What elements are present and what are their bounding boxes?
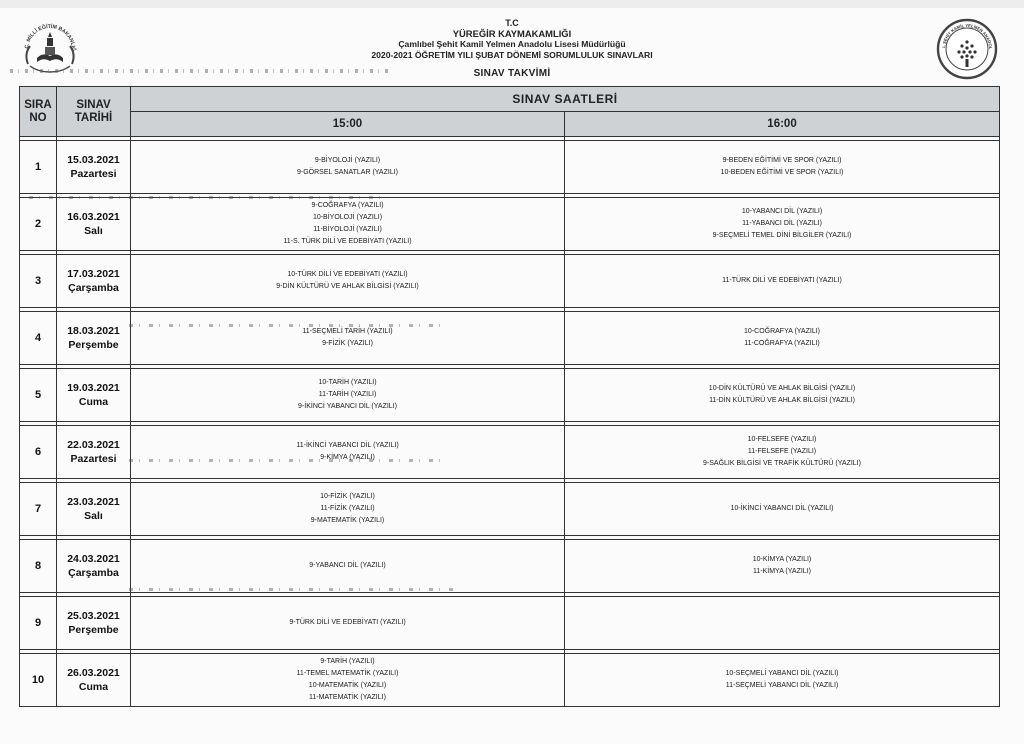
exam-entry: 10-FELSEFE (YAZILI) xyxy=(747,436,817,444)
table-row xyxy=(20,540,1000,593)
row-number: 10 xyxy=(20,654,57,707)
exam-entry: 11-S. TÜRK DİLİ VE EDEBİYATI (YAZILI) xyxy=(283,237,412,245)
schedule-body xyxy=(20,137,1000,707)
scan-artifact xyxy=(129,324,449,327)
exams-1500 xyxy=(131,369,565,422)
exam-entry: 10-FİZİK (YAZILI) xyxy=(320,493,375,501)
scan-artifact xyxy=(29,196,389,199)
exam-entry: 10-SEÇMELİ YABANCI DİL (YAZILI) xyxy=(725,670,839,678)
row-date-cell xyxy=(57,597,131,650)
header-exam-title: 2020-2021 ÖĞRETİM YILI ŞUBAT DÖNEMİ SORUMLULUK SINAVLARI xyxy=(371,49,653,60)
table-row xyxy=(20,426,1000,479)
exams-1600 xyxy=(565,483,1000,536)
row-date: 26.03.2021 xyxy=(67,667,120,679)
exam-entry: 10-BEDEN EĞİTİMİ VE SPOR (YAZILI) xyxy=(720,169,844,176)
ministry-logo-text: .C. MİLLÎ EĞİTİM BAKANLIĞ xyxy=(23,23,77,52)
exam-entry: 11-SEÇMELİ YABANCI DİL (YAZILI) xyxy=(725,682,839,689)
exams-1600 xyxy=(565,255,1000,308)
exams-1500 xyxy=(131,312,565,365)
row-day: Pazartesi xyxy=(70,168,117,180)
exam-entry: 11-TÜRK DİLİ VE EDEBİYATI (YAZILI) xyxy=(722,277,842,285)
row-date-cell xyxy=(57,654,131,707)
scan-top-edge xyxy=(0,0,1024,8)
exams-1600 xyxy=(565,369,1000,422)
row-number: 2 xyxy=(20,198,57,251)
row-day: Perşembe xyxy=(68,624,119,636)
exam-entry: 9-COĞRAFYA (YAZILI) xyxy=(311,202,384,210)
exam-entry: 9-BİYOLOJİ (YAZILI) xyxy=(314,157,381,165)
exams-1500 xyxy=(131,483,565,536)
scan-artifact xyxy=(129,459,449,462)
exams-1500 xyxy=(131,198,565,251)
row-day: Salı xyxy=(84,510,103,522)
exam-entry: 11-SEÇMELİ TARİH (YAZILI) xyxy=(302,328,393,336)
exam-schedule xyxy=(19,86,999,701)
table-row xyxy=(20,597,1000,650)
row-date-cell xyxy=(57,540,131,593)
exam-entry: 11-KİMYA (YAZILI) xyxy=(753,568,811,575)
table-row xyxy=(20,198,1000,251)
row-date: 22.03.2021 xyxy=(67,439,120,451)
row-date: 16.03.2021 xyxy=(67,211,120,223)
row-date: 18.03.2021 xyxy=(67,325,120,337)
exams-1600 xyxy=(565,312,1000,365)
exam-entry: 9-TÜRK DİLİ VE EDEBİYATI (YAZILI) xyxy=(289,619,406,627)
exam-entry: 10-COĞRAFYA (YAZILI) xyxy=(744,328,820,336)
exam-entry: 11-FELSEFE (YAZILI) xyxy=(747,448,817,456)
row-date-cell xyxy=(57,369,131,422)
exam-entry: 9-İKİNCİ YABANCI DİL (YAZILI) xyxy=(298,402,397,410)
header-time-1600: 16:00 xyxy=(565,112,1000,137)
row-day: Salı xyxy=(84,225,103,237)
row-number: 1 xyxy=(20,141,57,194)
document-header xyxy=(0,18,1024,60)
header-sira-l2: NO xyxy=(29,111,47,124)
scan-artifact xyxy=(129,588,459,591)
school-logo-text: L ŞEHİT KAMİL YELMEN ANADOL xyxy=(941,22,994,50)
exam-entry: 10-TARİH (YAZILI) xyxy=(318,379,377,387)
exam-entry: 11-YABANCI DİL (YAZILI) xyxy=(742,220,822,228)
exam-entry: 11-DİN KÜLTÜRÜ VE AHLAK BİLGİSİ (YAZILI) xyxy=(709,397,855,404)
header-sira-l1: SIRA xyxy=(24,98,52,111)
row-day: Perşembe xyxy=(68,339,119,351)
exam-entry: 11-İKİNCİ YABANCI DİL (YAZILI) xyxy=(296,442,399,450)
exam-entry: 10-TÜRK DİLİ VE EDEBİYATI (YAZILI) xyxy=(287,271,408,279)
table-row xyxy=(20,483,1000,536)
header-time-1500: 15:00 xyxy=(131,112,565,137)
exam-schedule-table xyxy=(19,86,1000,707)
table-row xyxy=(20,654,1000,707)
exam-entry: 9-DİN KÜLTÜRÜ VE AHLAK BİLGİSİ (YAZILI) xyxy=(276,283,419,290)
exam-entry: 9-MATEMATİK (YAZILI) xyxy=(310,516,385,524)
row-date: 24.03.2021 xyxy=(67,553,120,565)
exam-entry: 10-İKİNCİ YABANCI DİL (YAZILI) xyxy=(730,505,834,513)
exams-1500 xyxy=(131,597,565,650)
exams-1500 xyxy=(131,141,565,194)
header-sira-no xyxy=(20,87,57,137)
exam-entry: 11-MATEMATİK (YAZILI) xyxy=(309,693,386,701)
exams-1600 xyxy=(565,198,1000,251)
exam-entry: 10-MATEMATİK (YAZILI) xyxy=(308,682,387,689)
row-number: 3 xyxy=(20,255,57,308)
header-tarih-l1: SINAV xyxy=(76,98,111,111)
row-number: 5 xyxy=(20,369,57,422)
table-row xyxy=(20,255,1000,308)
row-date-cell xyxy=(57,312,131,365)
exam-entry: 9-FİZİK (YAZILI) xyxy=(322,340,373,347)
exam-entry: 11-BİYOLOJİ (YAZILI) xyxy=(313,226,382,233)
row-date-cell xyxy=(57,255,131,308)
exams-1500 xyxy=(131,540,565,593)
row-date-cell xyxy=(57,141,131,194)
row-date-cell xyxy=(57,483,131,536)
row-day: Cuma xyxy=(78,681,109,693)
row-number: 6 xyxy=(20,426,57,479)
exam-entry: 9-YABANCI DİL (YAZILI) xyxy=(309,562,386,570)
exams-1500 xyxy=(131,654,565,707)
exam-entry: 11-TARİH (YAZILI) xyxy=(318,391,377,399)
row-number: 7 xyxy=(20,483,57,536)
row-day: Pazartesi xyxy=(70,453,117,465)
row-day: Cuma xyxy=(78,396,109,408)
exam-entry: 9-GÖRSEL SANATLAR (YAZILI) xyxy=(296,169,398,176)
page-subtitle: SINAV TAKVİMİ xyxy=(473,68,551,79)
row-number: 4 xyxy=(20,312,57,365)
row-date: 23.03.2021 xyxy=(67,496,120,508)
exams-1600 xyxy=(565,426,1000,479)
exam-entry: 10-BİYOLOJİ (YAZILI) xyxy=(312,214,383,222)
exam-entry: 9-TARİH (YAZILI) xyxy=(320,658,375,666)
row-date-cell xyxy=(57,426,131,479)
exam-entry: 10-YABANCI DİL (YAZILI) xyxy=(741,208,823,216)
row-day: Çarşamba xyxy=(68,282,119,294)
exam-entry: 11-FİZİK (YAZILI) xyxy=(320,505,375,513)
row-date-cell xyxy=(57,198,131,251)
table-row xyxy=(20,369,1000,422)
exams-1600 xyxy=(565,141,1000,194)
exam-entry: 9-SEÇMELİ TEMEL DİNİ BİLGİLER (YAZILI) xyxy=(712,231,852,239)
header-sinav-saatleri: SINAV SAATLERİ xyxy=(131,87,1000,112)
exams-1600 xyxy=(565,654,1000,707)
exam-entry: 10-KİMYA (YAZILI) xyxy=(752,556,812,564)
exams-1600 xyxy=(565,597,1000,650)
exam-entry: 11-TEMEL MATEMATİK (YAZILI) xyxy=(296,670,399,678)
row-date: 15.03.2021 xyxy=(67,154,120,166)
exam-entry: 9-BEDEN EĞİTİMİ VE SPOR (YAZILI) xyxy=(722,157,842,165)
header-district: YÜREĞİR KAYMAKAMLIĞI xyxy=(452,27,572,39)
row-date: 19.03.2021 xyxy=(67,382,120,394)
header-tc: T.C xyxy=(505,18,519,28)
exam-entry: 9-KİMYA (YAZILI) xyxy=(320,454,375,461)
header-tarih-l2: TARİHİ xyxy=(74,111,113,124)
exams-1500 xyxy=(131,255,565,308)
exam-entry: 9-SAĞLIK BİLGİSİ VE TRAFİK KÜLTÜRÜ (YAZILI) xyxy=(703,459,861,467)
table-row xyxy=(20,141,1000,194)
row-number: 9 xyxy=(20,597,57,650)
exams-1500 xyxy=(131,426,565,479)
row-date: 25.03.2021 xyxy=(67,610,120,622)
exam-entry: 10-DİN KÜLTÜRÜ VE AHLAK BİLGİSİ (YAZILI) xyxy=(708,385,856,393)
exam-entry: 11-COĞRAFYA (YAZILI) xyxy=(744,340,820,347)
table-row xyxy=(20,312,1000,365)
row-date: 17.03.2021 xyxy=(67,268,120,280)
header-sinav-tarihi xyxy=(57,87,131,137)
row-day: Çarşamba xyxy=(68,567,119,579)
header-school: Çamlıbel Şehit Kamil Yelmen Anadolu Lisesi Müdürlüğü xyxy=(398,39,626,50)
exams-1600 xyxy=(565,540,1000,593)
row-number: 8 xyxy=(20,540,57,593)
